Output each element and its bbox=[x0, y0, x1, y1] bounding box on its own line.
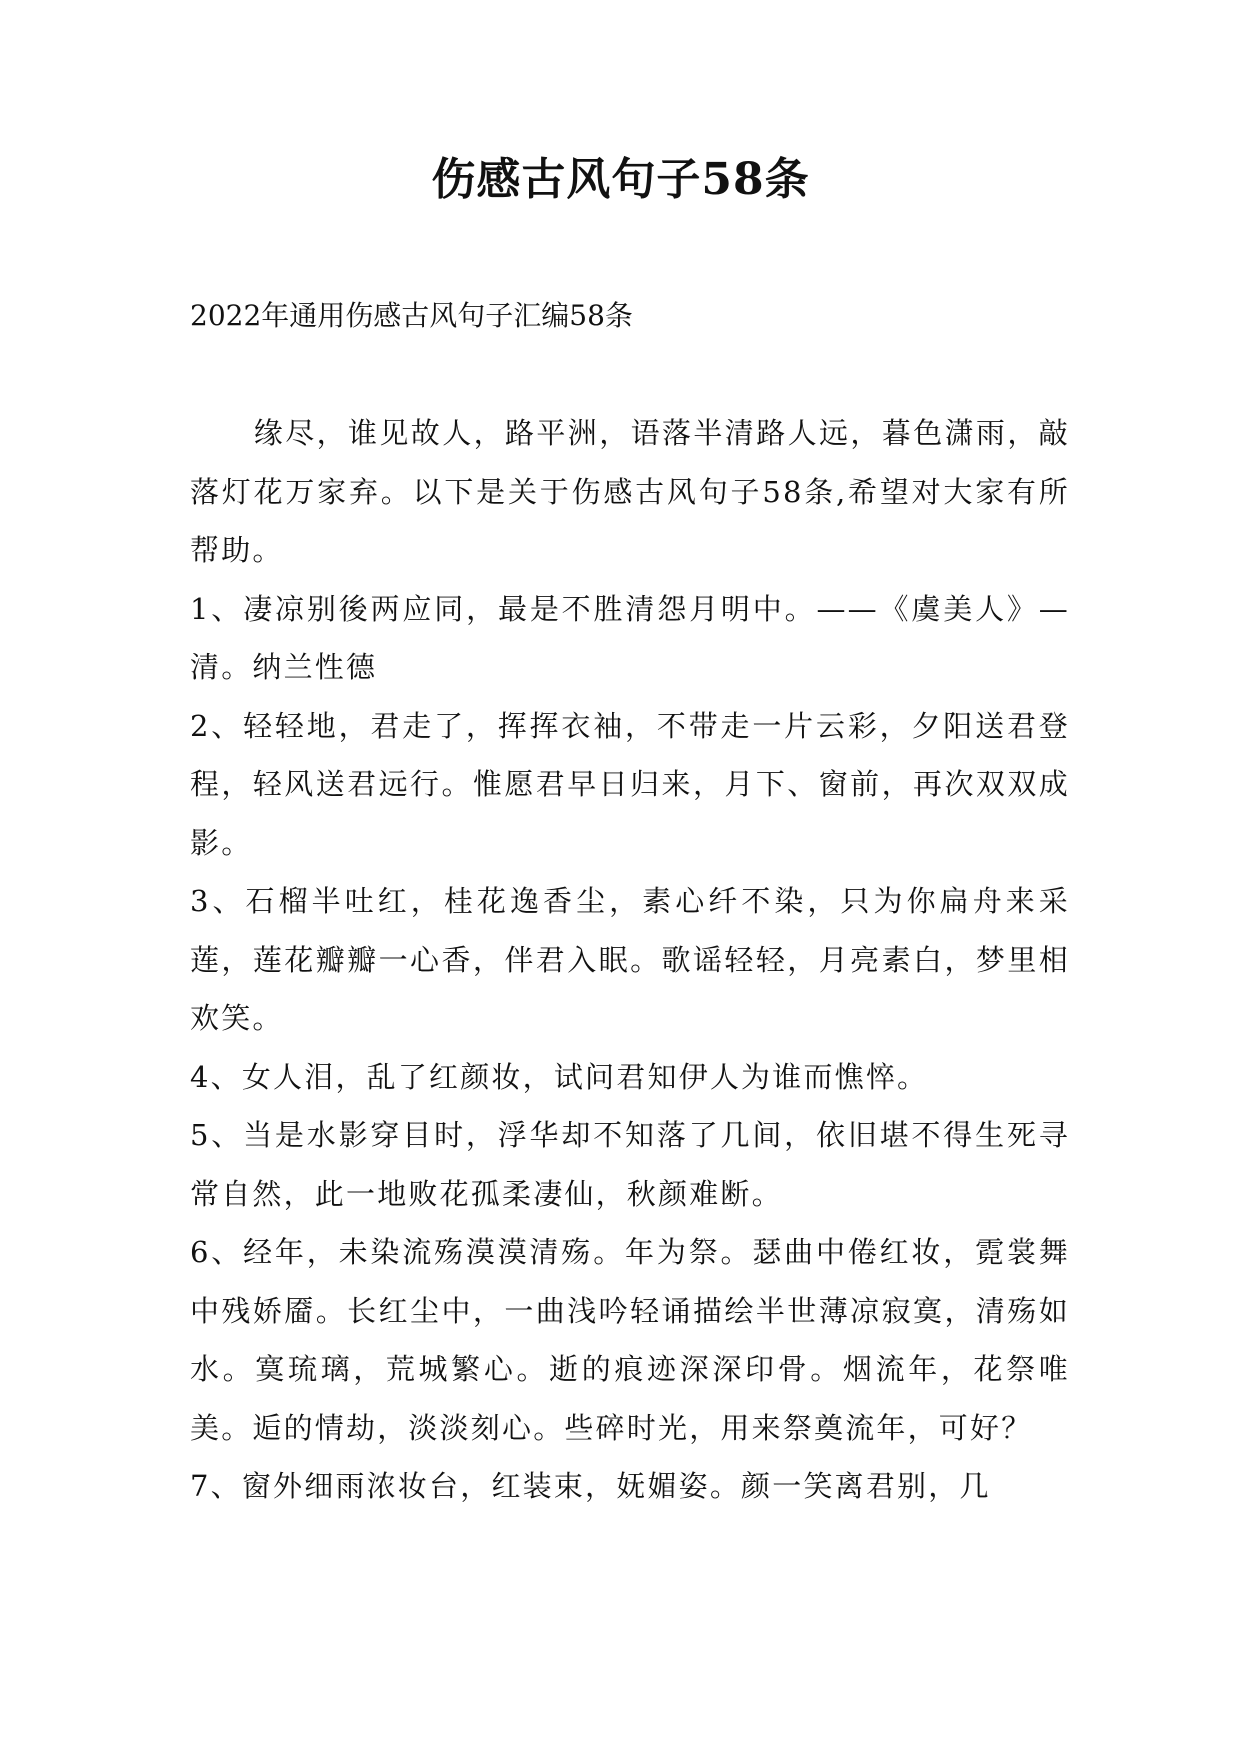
list-item: 7、窗外细雨浓妆台，红装束，妩媚姿。颜一笑离君别，几 bbox=[190, 1469, 991, 1503]
list-item: 5、当是水影穿目时，浮华却不知落了几间，依旧堪不得生死寻常自然，此一地败花孤柔凄仙，秋颜难断。 bbox=[190, 1118, 1070, 1211]
document-body bbox=[190, 404, 1070, 1516]
list-item: 1、凄凉别後两应同，最是不胜清怨月明中。——《虞美人》—清。纳兰性德 bbox=[190, 591, 1070, 684]
list-item: 4、女人泪，乱了红颜妆，试问君知伊人为谁而憔悴。 bbox=[190, 1059, 929, 1094]
document-subtitle: 2022年通用伤感古风句子汇编58条 bbox=[190, 299, 633, 332]
list-item: 3、石榴半吐红，桂花逸香尘，素心纤不染，只为你扁舟来采莲，莲花瓣瓣一心香，伴君入眠。歌谣轻轻，月亮素白，梦里相欢笑。 bbox=[190, 884, 1070, 1035]
list-item: 6、经年，未染流殇漠漠清殇。年为祭。瑟曲中倦红妆，霓裳舞中残娇靥。长红尘中，一曲浅吟轻诵描绘半世薄凉寂寞，清殇如水。寞琉璃，荒城繁心。逝的痕迹深深印骨。烟流年，花祭唯美。逅的情劫，淡淡刻心。些碎时光，用来祭奠流年，可好？ bbox=[190, 1235, 1070, 1445]
list-item: 2、轻轻地，君走了，挥挥衣袖，不带走一片云彩，夕阳送君登程，轻风送君远行。惟愿君早日归来，月下、窗前，再次双双成影。 bbox=[190, 708, 1070, 860]
page-title: 伤感古风句子58条 bbox=[431, 154, 810, 205]
intro-paragraph: 缘尽，谁见故人，路平洲，语落半清路人远，暮色潇雨，敲落灯花万家弃。以下是关于伤感古风句子58条,希望对大家有所帮助。 bbox=[190, 416, 1070, 567]
